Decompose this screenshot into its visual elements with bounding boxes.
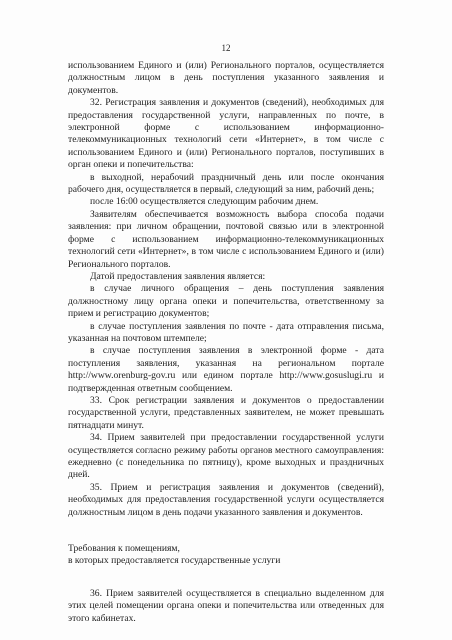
document-body [68, 60, 384, 625]
paragraph-by-mail: в случае поступления заявления по почте - дата отправления письма, указанная на почтовом штемпеле; [68, 320, 384, 344]
paragraph-32-after-hours: после 16:00 осуществляется следующим рабочим днем. [90, 196, 319, 208]
paragraph-36: 36. Прием заявителей осуществляется в специально выделенном для этих целей помещении органа опеки и попечительства или отведенных для этого кабинетах. [68, 587, 384, 624]
paragraph-34: 34. Прием заявителей при предоставлении государственной услуги осуществляется согласно режиму работы органов местного самоуправления: ежедневно (с понедельника по пятницу), кроме выходных и праздничных дней. [68, 432, 384, 481]
section-heading-line-1: Требования к помещениям, [68, 543, 180, 555]
section-heading-line-2: в которых предоставляется государственные услуги [68, 555, 281, 567]
paragraph-32: 32. Регистрация заявления и документов (сведений), необходимых для предоставления государственной услуги, направленных по почте, в электронной форме с использованием информационно-телекоммуникационных технологий сети «Интернет», в том числе с использованием Единого и (или) Регионального порталов, поступивших в орган опеки и попечительства: [68, 97, 384, 171]
paragraph-electronic: в случае поступления заявления в электронной форме - дата поступления заявления, указанная на региональном портале http://www.orenburg-gov.ru или едином портале http://www.gosuslugi.ru и подтвержденная ответным сообщением. [68, 345, 384, 394]
paragraph-submission-date: Датой предоставления заявления является: [90, 270, 266, 282]
paragraph-personal-visit: в случае личного обращения – день поступления заявления должностному лицу органа опеки и попечительства, ответственному за прием и регистрацию документов; [68, 283, 384, 320]
paragraph-submission-methods: Заявителям обеспечивается возможность выбора способа подачи заявления: при личном обращении, почтовой связью или в электронной форме с использованием информационно-телекоммуникационных технологий сети «Интернет», в том числе с использованием Единого и (или) Регионального порталов. [68, 208, 384, 270]
paragraph-33: 33. Срок регистрации заявления и документов о предоставлении государственной услуги, представленных заявителем, не может превышать пятнадцати минут. [68, 394, 384, 431]
page-number: 12 [221, 43, 231, 53]
paragraph-35: 35. Прием и регистрация заявления и документов (сведений), необходимых для предоставления государственной услуги осуществляется должностным лицом в день подачи указанного заявления и документов. [68, 481, 384, 518]
paragraph-32-weekend: в выходной, нерабочий праздничный день или после окончания рабочего дня, осуществляется в первый, следующий за ним, рабочий день; [68, 171, 384, 196]
paragraph-continuation: использованием Единого и (или) Регионального порталов, осуществляется должностным лицом в день поступления указанного заявления и документов. [68, 60, 384, 96]
